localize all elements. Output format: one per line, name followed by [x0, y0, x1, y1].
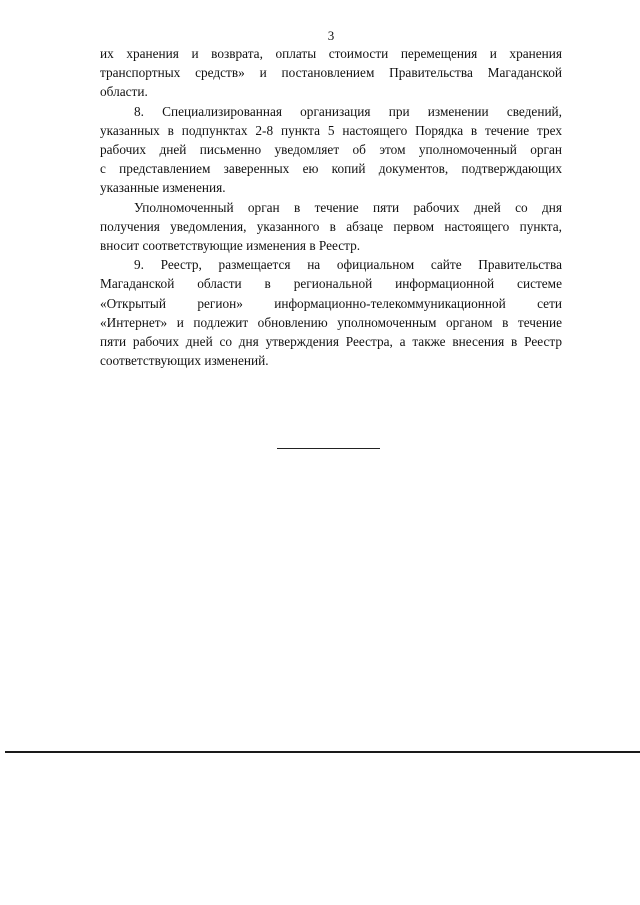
text-line: рабочих дней письменно уведомляет об этом уполномоченный орган — [100, 142, 562, 158]
text-line: получения уведомления, указанного в абзаце первом настоящего пункта, — [100, 218, 562, 234]
text-line: Уполномоченный орган в течение пяти рабочих дней со дня — [134, 199, 562, 215]
page-number: 3 — [327, 28, 335, 43]
end-separator-line — [277, 448, 380, 449]
text-line: пяти рабочих дней со дня утверждения Реестра, а также внесения в Реестр — [100, 334, 562, 350]
text-line: указанных в подпунктах 2-8 пункта 5 настоящего Порядка в течение трех — [100, 122, 562, 138]
text-line: области. — [100, 84, 148, 100]
text-line: «Интернет» и подлежит обновлению уполномоченным органом в течение — [100, 314, 562, 330]
text-line: указанные изменения. — [100, 180, 226, 196]
scan-edge-line — [5, 751, 640, 753]
document-body — [100, 44, 562, 370]
text-line: 8. Специализированная организация при изменении сведений, — [134, 103, 562, 119]
text-line: соответствующих изменений. — [100, 353, 269, 369]
text-line: транспортных средств» и постановлением Правительства Магаданской — [100, 65, 562, 81]
text-line: вносит соответствующие изменения в Реестр. — [100, 238, 361, 254]
text-line: с представлением заверенных ею копий документов, подтверждающих — [100, 161, 562, 177]
text-line: Магаданской области в региональной информационной системе — [100, 276, 562, 292]
paragraph-continuation — [100, 44, 562, 102]
paragraph-registry-update — [100, 198, 562, 256]
text-line: их хранения и возврата, оплаты стоимости перемещения и хранения — [100, 46, 562, 61]
text-line: «Открытый регион» информационно-телекоммуникационной сети — [100, 295, 562, 311]
paragraph-item-9 — [100, 255, 562, 370]
text-line: 9. Реестр, размещается на официальном сайте Правительства — [134, 257, 562, 273]
paragraph-item-8 — [100, 102, 562, 198]
